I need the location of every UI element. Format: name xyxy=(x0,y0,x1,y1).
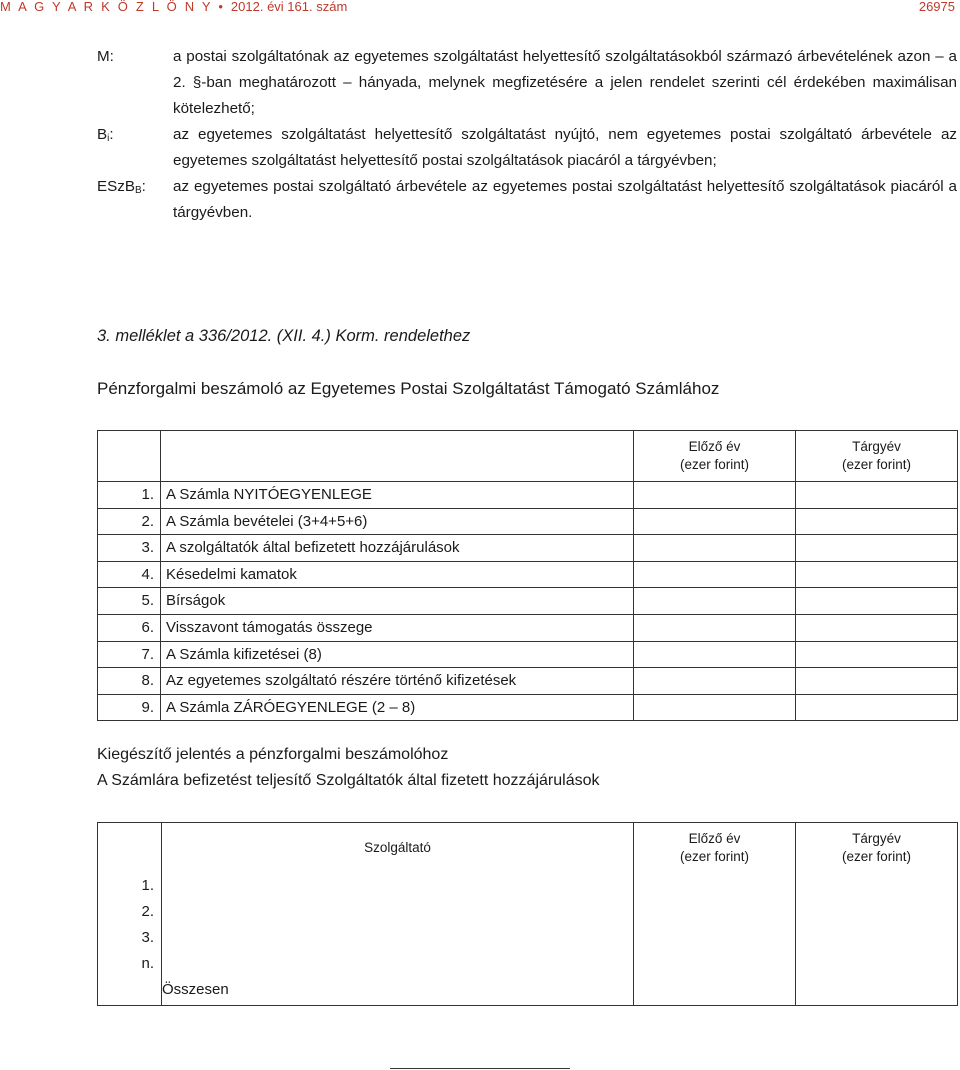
previous-year-value xyxy=(634,588,796,615)
definitions-list xyxy=(97,44,957,226)
annex-title: 3. melléklet a 336/2012. (XII. 4.) Korm. rendelethez xyxy=(97,327,471,345)
current-year-value xyxy=(796,614,958,641)
column-header-current-year: Tárgyév (ezer forint) xyxy=(796,823,958,874)
row-label: A szolgáltatók által befizetett hozzájárulások xyxy=(161,535,634,562)
row-number: n. xyxy=(141,955,154,972)
definition-term: ESzB$_B$: xyxy=(97,178,146,196)
table-row xyxy=(98,614,958,641)
definition-eszbb xyxy=(97,174,957,226)
row-label: A Számla bevételei (3+4+5+6) xyxy=(161,508,634,535)
current-year-value xyxy=(796,535,958,562)
current-year-value xyxy=(796,641,958,668)
row-number: 9. xyxy=(98,694,161,721)
column-header-previous-year: Előző év (ezer forint) xyxy=(634,823,796,874)
previous-year-value xyxy=(634,694,796,721)
column-header-provider: Szolgáltató xyxy=(162,823,634,874)
column-header-current-year: Tárgyév (ezer forint) xyxy=(796,431,958,482)
page-header xyxy=(0,0,960,15)
definition-text: az egyetemes postai szolgáltató árbevétele az egyetemes postai szolgáltatást helyettesítő szolgáltatások piacáról a tárgyévben. xyxy=(173,178,957,221)
row-label: Visszavont támogatás összege xyxy=(161,614,634,641)
row-label: Az egyetemes szolgáltató részére történő kifizetések xyxy=(161,668,634,695)
definition-bi xyxy=(97,122,957,174)
table-row xyxy=(98,668,958,695)
previous-year-value xyxy=(634,535,796,562)
current-year-value xyxy=(796,668,958,695)
table-row xyxy=(98,641,958,668)
supplement-subtitle: A Számlára befizetést teljesítő Szolgáltatók által fizetett hozzájárulások xyxy=(97,772,600,789)
row-label: A Számla kifizetései (8) xyxy=(161,641,634,668)
previous-year-value xyxy=(634,668,796,695)
row-label: A Számla NYITÓEGYENLEGE xyxy=(161,482,634,509)
previous-year-value xyxy=(634,561,796,588)
row-number: 5. xyxy=(98,588,161,615)
definition-text: a postai szolgáltatónak az egyetemes szolgáltatást helyettesítő szolgáltatásokból származó árbevételének azon – a 2. §-ban meghatározott – hányada, melynek megfizetésére a jelen rendelet szerinti cél érdekében maximálisan kötelezhető; xyxy=(173,48,957,117)
contributions-table xyxy=(97,822,958,1006)
issue-number: 2012. évi 161. szám xyxy=(230,0,348,14)
supplement-title: Kiegészítő jelentés a pénzforgalmi beszámolóhoz xyxy=(97,746,449,763)
table-row xyxy=(98,535,958,562)
row-numbers xyxy=(98,873,162,1006)
provider-cell xyxy=(162,873,634,1006)
row-label: Késedelmi kamatok xyxy=(161,561,634,588)
column-header-previous-year: Előző év (ezer forint) xyxy=(634,431,796,482)
previous-year-value xyxy=(634,614,796,641)
previous-year-value xyxy=(634,641,796,668)
row-number: 6. xyxy=(98,614,161,641)
previous-year-value xyxy=(634,508,796,535)
table-row xyxy=(98,508,958,535)
table-row xyxy=(98,694,958,721)
definition-term: M: xyxy=(97,48,114,65)
table-header-row xyxy=(98,431,958,482)
footer-divider xyxy=(390,1068,570,1069)
cash-flow-table xyxy=(97,430,958,721)
publication-name: M A G Y A R K Ö Z L Ö N Y xyxy=(0,0,213,14)
table-row xyxy=(98,561,958,588)
table-body-row xyxy=(98,873,958,1006)
row-number: 4. xyxy=(98,561,161,588)
header-bullet: • xyxy=(218,0,226,14)
total-label: Összesen xyxy=(162,981,229,998)
current-year-value xyxy=(796,508,958,535)
row-number: 2. xyxy=(98,508,161,535)
current-year-value xyxy=(796,561,958,588)
current-year-value xyxy=(796,482,958,509)
row-number: 7. xyxy=(98,641,161,668)
row-number: 2. xyxy=(141,903,154,920)
row-number: 3. xyxy=(98,535,161,562)
definition-text: az egyetemes szolgáltatást helyettesítő szolgáltatást nyújtó, nem egyetemes postai szolgáltató árbevétele az egyetemes szolgáltatást helyettesítő postai szolgáltatások piacáról a tárgyévben; xyxy=(173,126,957,169)
table-row xyxy=(98,482,958,509)
table-header-row xyxy=(98,823,958,874)
report-title: Pénzforgalmi beszámoló az Egyetemes Postai Szolgáltatást Támogató Számlához xyxy=(97,379,720,398)
row-label: A Számla ZÁRÓEGYENLEGE (2 – 8) xyxy=(161,694,634,721)
publication-line xyxy=(0,0,347,14)
page-number: 26975 xyxy=(918,0,955,14)
previous-year-value xyxy=(634,482,796,509)
row-number: 1. xyxy=(98,482,161,509)
definition-m xyxy=(97,44,957,122)
definition-term: $B_i$: xyxy=(97,126,114,144)
row-number: 3. xyxy=(141,929,154,946)
row-label: Bírságok xyxy=(161,588,634,615)
row-number: 8. xyxy=(98,668,161,695)
current-year-value xyxy=(796,588,958,615)
current-year-value xyxy=(796,694,958,721)
row-number: 1. xyxy=(141,877,154,894)
table-row xyxy=(98,588,958,615)
